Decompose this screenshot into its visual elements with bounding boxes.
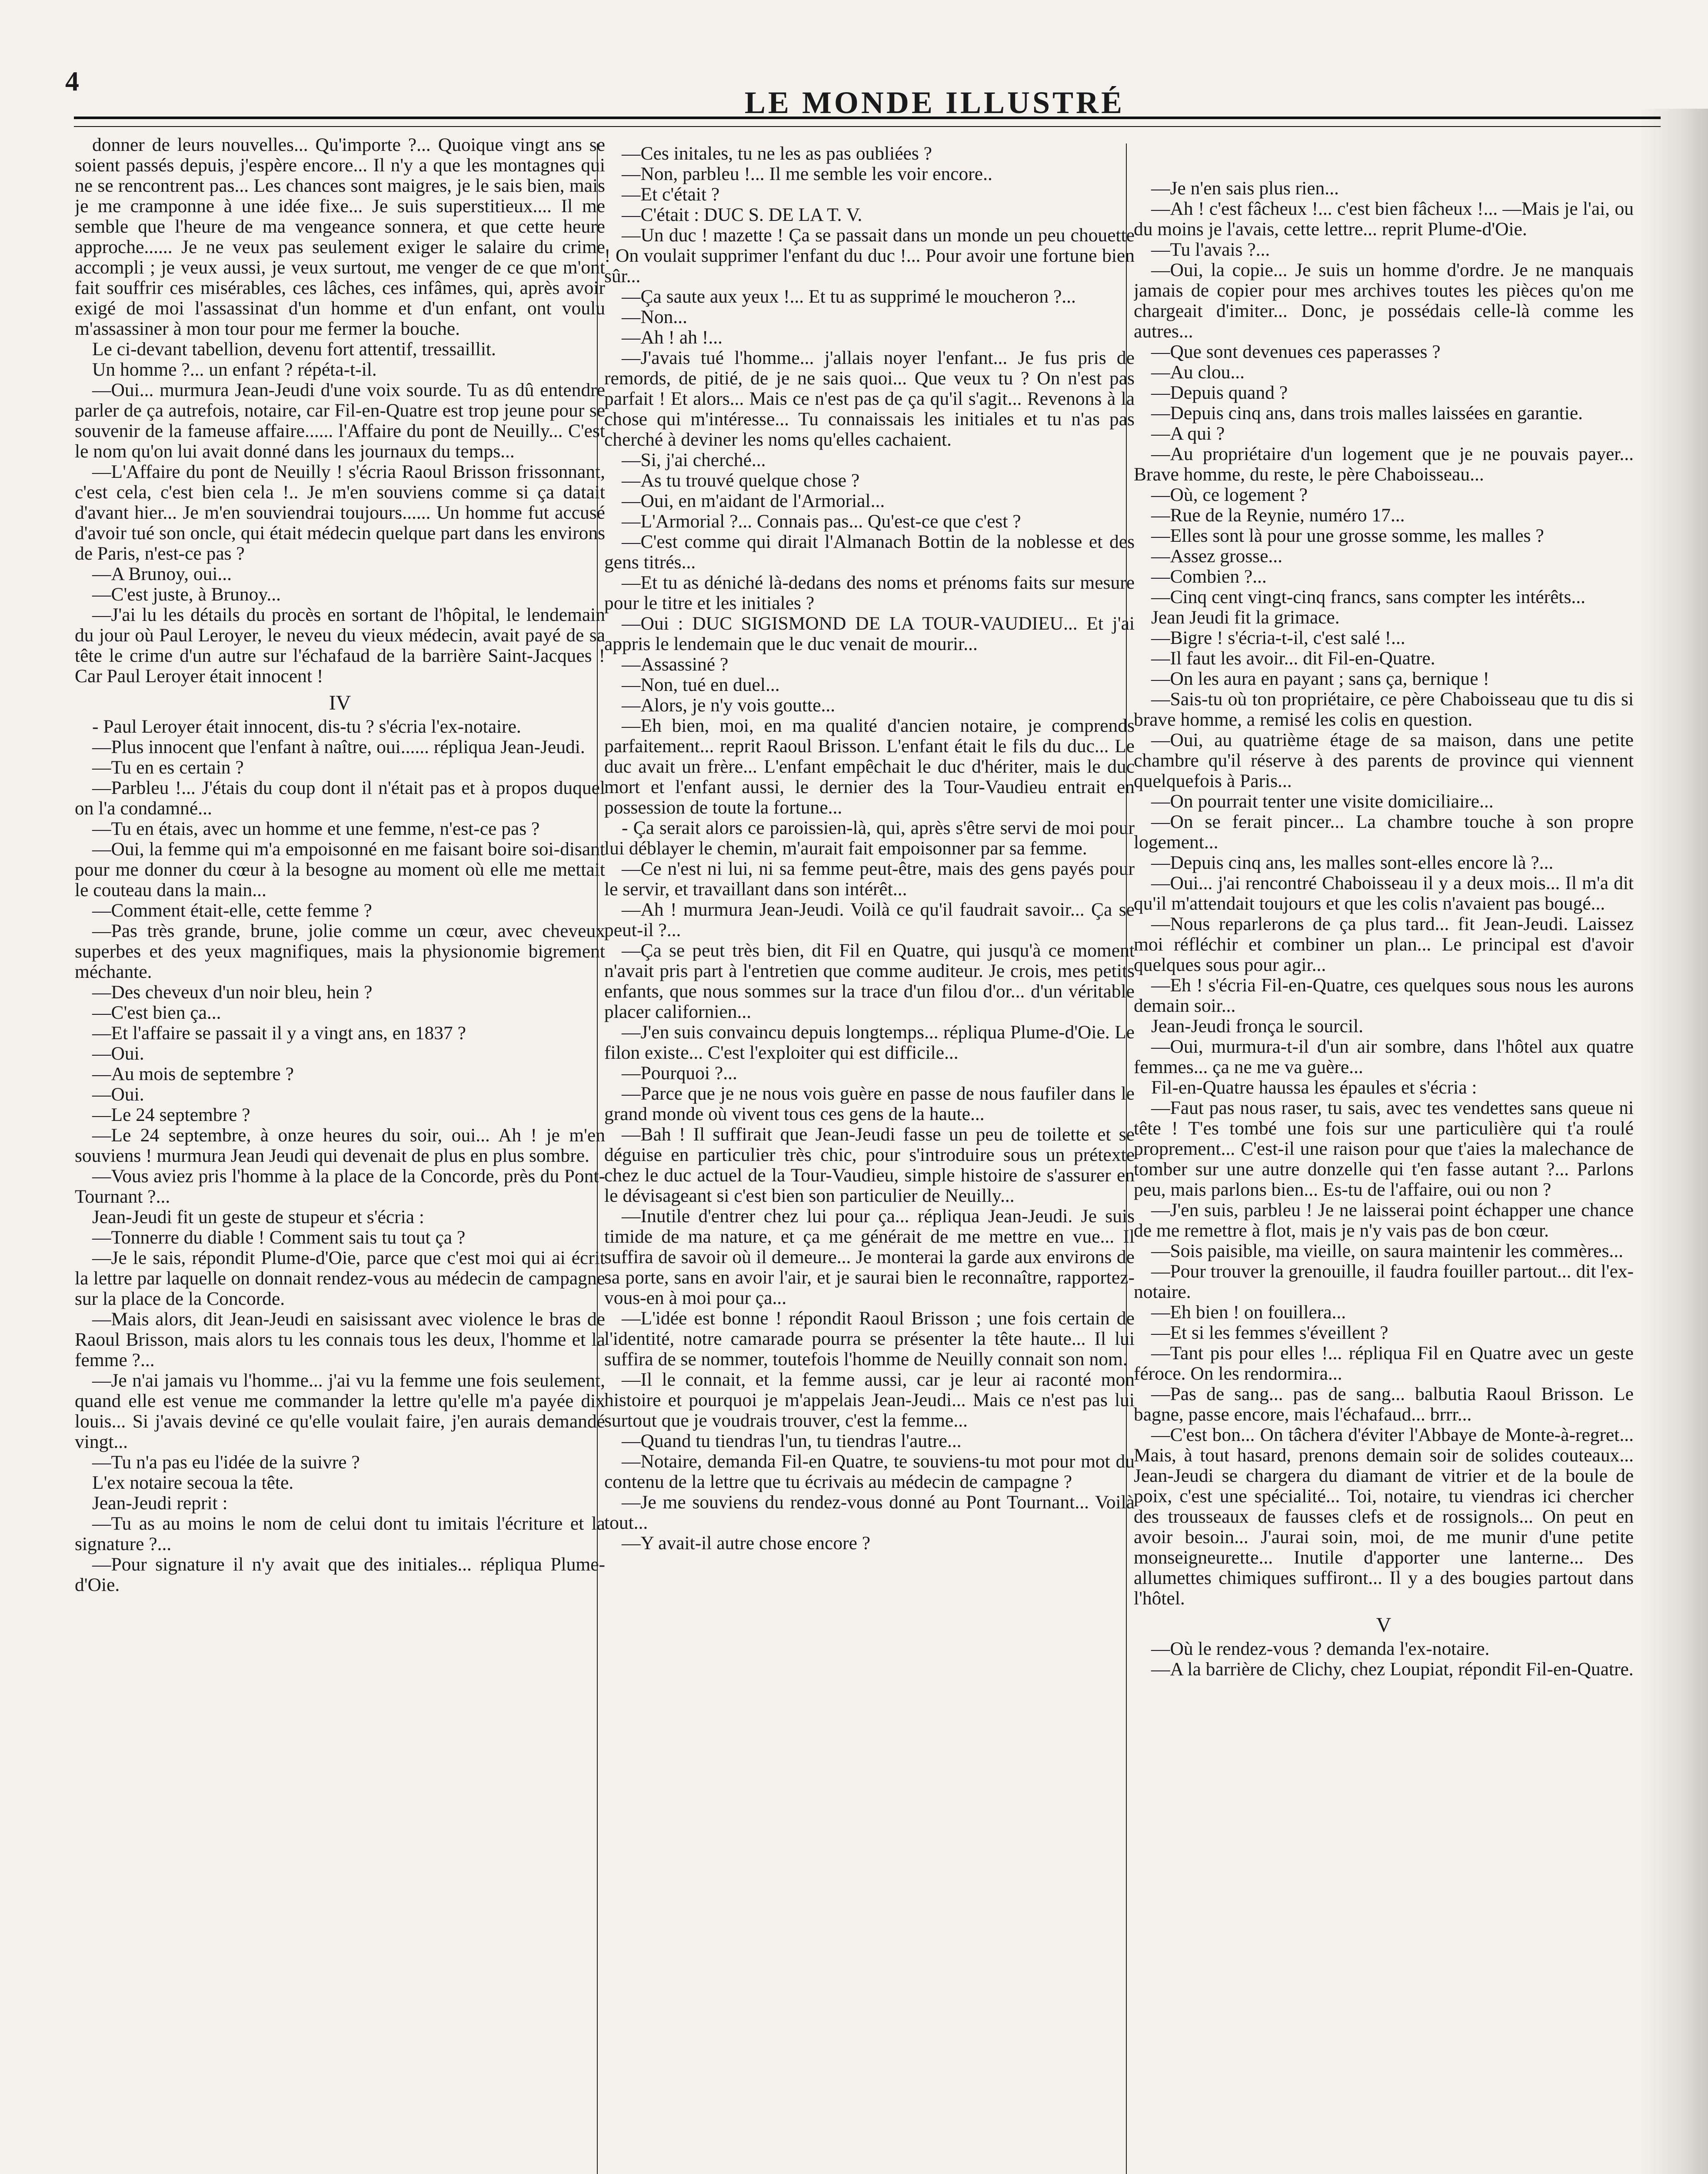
scan-shadow-edge bbox=[1638, 109, 1708, 2174]
paragraph: —Assez grosse... bbox=[1151, 546, 1283, 567]
paragraph: —L'Armorial ?... Connais pas... Qu'est-ce que c'est ? bbox=[622, 511, 1021, 532]
paragraph: —Ah ! c'est fâcheux !... c'est bien fâcheux !... —Mais je l'ai, ou du moins je l'avais, cette lettre... reprit Plume-d'Oie. bbox=[1134, 198, 1634, 240]
paragraph: Fil-en-Quatre haussa les épaules et s'écria : bbox=[1151, 1077, 1477, 1098]
paragraph: Un homme ?... un enfant ? répéta-t-il. bbox=[92, 359, 377, 380]
paragraph: - Paul Leroyer était innocent, dis-tu ? s'écria l'ex-notaire. bbox=[92, 716, 521, 737]
paragraph: —L'Affaire du pont de Neuilly ! s'écria Raoul Brisson frissonnant, c'est cela, c'est bien cela !.. Je m'en souviens comme si ça datait d'avant hier... Je m'en souviendrai toujours...... Un homme fut accusé d'avoir tué son oncle, qui était médecin quelque part dans les environs de Paris, n'est-ce pas ? bbox=[75, 461, 605, 564]
paragraph: —Je me souviens du rendez-vous donné au Pont Tournant... Voilà tout... bbox=[604, 1492, 1135, 1533]
paragraph: —Eh bien, moi, en ma qualité d'ancien notaire, je comprends parfaitement... reprit Raoul Brisson. L'enfant était le fils du duc... Le duc avait un frère... L'enfant empêchait le duc d'hériter, mais le duc mort et l'enfant aussi, le dernier des la Tour-Vaudieu entrait en possession de toute la fortune... bbox=[604, 715, 1135, 818]
paragraph: —Assassiné ? bbox=[622, 654, 729, 675]
paragraph: —Ça se peut très bien, dit Fil en Quatre, qui jusqu'à ce moment n'avait pris part à l'entretien que comme auditeur. Je crois, mes petits enfants, que nous sommes sur la trace d'un filou d'or... d'un véritable placer californien... bbox=[604, 940, 1135, 1022]
paragraph: —Au clou... bbox=[1151, 362, 1245, 383]
paragraph: —Tu en es certain ? bbox=[92, 757, 244, 778]
paragraph: —Des cheveux d'un noir bleu, hein ? bbox=[92, 982, 373, 1003]
paragraph: - Ça serait alors ce paroissien-là, qui, après s'être servi de moi pour lui déblayer le chemin, m'aurait fait empoisonner par sa femme. bbox=[604, 817, 1135, 859]
paragraph: —A la barrière de Clichy, chez Loupiat, répondit Fil-en-Quatre. bbox=[1151, 1659, 1634, 1680]
paragraph: —Alors, je n'y vois goutte... bbox=[622, 695, 836, 716]
paragraph: L'ex notaire secoua la tête. bbox=[92, 1472, 294, 1493]
paragraph: —J'en suis convaincu depuis longtemps... répliqua Plume-d'Oie. Le filon existe... C'est l'exploiter qui est difficile... bbox=[604, 1022, 1135, 1063]
paragraph: —C'est bien ça... bbox=[92, 1002, 221, 1023]
paragraph: —Bigre ! s'écria-t-il, c'est salé !... bbox=[1151, 627, 1405, 648]
paragraph: —Depuis quand ? bbox=[1151, 382, 1288, 403]
paragraph: —Oui, la femme qui m'a empoisonné en me faisant boire soi-disant pour me donner du cœur à la besogne au moment où elle me mettait le couteau dans la main... bbox=[75, 839, 605, 900]
paragraph: —Pourquoi ?... bbox=[622, 1063, 737, 1084]
paragraph: —Plus innocent que l'enfant à naître, oui...... répliqua Jean-Jeudi. bbox=[92, 737, 585, 757]
paragraph: —C'est comme qui dirait l'Almanach Bottin de la noblesse et des gens titrés... bbox=[604, 531, 1135, 573]
paragraph: —Au propriétaire d'un logement que je ne pouvais payer... Brave homme, du reste, le père Chaboisseau... bbox=[1134, 443, 1634, 485]
section-heading: V bbox=[1376, 1614, 1392, 1637]
paragraph: —Tonnerre du diable ! Comment sais tu tout ça ? bbox=[92, 1227, 466, 1248]
paragraph: —Il faut les avoir... dit Fil-en-Quatre. bbox=[1151, 648, 1435, 669]
paragraph: —Où le rendez-vous ? demanda l'ex-notaire. bbox=[1151, 1638, 1490, 1659]
paragraph: —Le 24 septembre ? bbox=[92, 1104, 250, 1125]
paragraph: —On se ferait pincer... La chambre touche à son propre logement... bbox=[1134, 811, 1634, 853]
paragraph: —A qui ? bbox=[1151, 423, 1225, 444]
text-column-3 bbox=[1134, 178, 1634, 2174]
paragraph: —Ah ! ah !... bbox=[622, 327, 722, 348]
paragraph: —Depuis cinq ans, dans trois malles laissées en garantie. bbox=[1151, 403, 1583, 423]
paragraph: —Y avait-il autre chose encore ? bbox=[622, 1533, 871, 1554]
paragraph: —Rue de la Reynie, numéro 17... bbox=[1151, 505, 1405, 526]
paragraph: —C'est bon... On tâchera d'éviter l'Abbaye de Monte-à-regret... Mais, à tout hasard, prenons demain soir de solides couteaux... Jean-Jeudi se chargera du diamant de vitrier et de la boule de poix, c'est une spécialité... Toi, notaire, tu viendras ici chercher des trousseaux de fausses clefs et de rossignols... On peut en avoir besoin... J'aurai soin, moi, de me munir d'une petite monseigneurette... Inutile d'apporter une lanterne... Des allumettes chimiques suffiront... Il y a des bougies partout dans l'hôtel. bbox=[1134, 1424, 1634, 1609]
paragraph: —Ce n'est ni lui, ni sa femme peut-être, mais des gens payés pour le servir, et travaillant dans son intérêt... bbox=[604, 858, 1135, 900]
paragraph: —Eh ! s'écria Fil-en-Quatre, ces quelques sous nous les aurons demain soir... bbox=[1134, 975, 1634, 1016]
paragraph: —Non... bbox=[622, 307, 688, 327]
paragraph: —Et si les femmes s'éveillent ? bbox=[1151, 1322, 1388, 1343]
paragraph: —On pourrait tenter une visite domiciliaire... bbox=[1151, 791, 1494, 812]
paragraph: —Non, tué en duel... bbox=[622, 674, 780, 695]
paragraph: —Ces initales, tu ne les as pas oubliées ? bbox=[622, 143, 932, 164]
paragraph: —Faut pas nous raser, tu sais, avec tes vendettes sans queue ni tête ! T'es tombé une fois sur une particulière qui t'a roulé proprement... C'est-il une raison pour que t'aies la malechance de tomber sur une autre donzelle qui t'en fasse autant ?... Parlons peu, mais parlons bien... Es-tu de l'affaire, oui ou non ? bbox=[1134, 1097, 1634, 1200]
paragraph: —Eh bien ! on fouillera... bbox=[1151, 1302, 1346, 1323]
paragraph: —Pas de sang... pas de sang... balbutia Raoul Brisson. Le bagne, passe encore, mais l'échafaud... brrr... bbox=[1134, 1384, 1634, 1425]
paragraph: —Cinq cent vingt-cinq francs, sans compter les intérêts... bbox=[1151, 587, 1586, 607]
section-heading: IV bbox=[329, 691, 351, 714]
header-rule-thin bbox=[74, 126, 1661, 127]
paragraph: —Pour signature il n'y avait que des initiales... répliqua Plume-d'Oie. bbox=[75, 1554, 605, 1595]
paragraph: —Oui : DUC SIGISMOND DE LA TOUR-VAUDIEU... Et j'ai appris le lendemain que le duc venait de mourir... bbox=[604, 613, 1135, 654]
paragraph: —J'en suis, parbleu ! Je ne laisserai point échapper une chance de me remettre à flot, mais je n'y vais pas de bon cœur. bbox=[1134, 1200, 1634, 1241]
paragraph: —Je n'ai jamais vu l'homme... j'ai vu la femme une fois seulement, quand elle est venue me commander la lettre qu'elle m'a payée dix louis... Si j'avais deviné ce qu'elle voulait faire, j'en aurais demandé vingt... bbox=[75, 1370, 605, 1452]
masthead-title: LE MONDE ILLUSTRÉ bbox=[744, 85, 1125, 120]
paragraph: —L'idée est bonne ! répondit Raoul Brisson ; une fois certain de l'identité, notre camarade pourra se présenter la tête haute... Il lui suffira de se nommer, toutefois l'homme de Neuilly connait son nom. bbox=[604, 1308, 1135, 1370]
paragraph: —Si, j'ai cherché... bbox=[622, 450, 766, 470]
paragraph: —Je n'en sais plus rien... bbox=[1151, 178, 1339, 199]
paragraph: —Oui, murmura-t-il d'un air sombre, dans l'hôtel aux quatre femmes... ça ne me va guère... bbox=[1134, 1036, 1634, 1077]
paragraph: —Il le connait, et la femme aussi, car je leur ai raconté mon histoire et pourquoi je m'appelais Jean-Jeudi... Mais ce n'est pas lui surtout que je voudrais trouver, c'est la femme... bbox=[604, 1369, 1135, 1431]
paragraph: —Combien ?... bbox=[1151, 566, 1267, 587]
paragraph: —Mais alors, dit Jean-Jeudi en saisissant avec violence le bras de Raoul Brisson, mais alors tu les connais tous les deux, l'homme et la femme ?... bbox=[75, 1309, 605, 1370]
paragraph: —Non, parbleu !... Il me semble les voir encore.. bbox=[622, 163, 992, 184]
column-divider bbox=[597, 143, 598, 2174]
paragraph: Le ci-devant tabellion, devenu fort attentif, tressaillit. bbox=[92, 339, 496, 360]
page-number: 4 bbox=[65, 66, 79, 97]
paragraph: —Oui... j'ai rencontré Chaboisseau il y a deux mois... Il m'a dit qu'il m'attendait toujours et que les colis n'avaient pas bougé... bbox=[1134, 873, 1634, 914]
paragraph: —Comment était-elle, cette femme ? bbox=[92, 900, 372, 921]
paragraph: —Au mois de septembre ? bbox=[92, 1064, 294, 1084]
paragraph: —Oui, la copie... Je suis un homme d'ordre. Je ne manquais jamais de copier pour mes archives toutes les pièces qu'on me chargeait d'imiter... Donc, je possédais celle-là comme les autres... bbox=[1134, 260, 1634, 342]
paragraph: —Oui, en m'aidant de l'Armorial... bbox=[622, 490, 885, 511]
paragraph: —Sais-tu où ton propriétaire, ce père Chaboisseau que tu dis si brave homme, a remisé les colis en question. bbox=[1134, 689, 1634, 730]
column-divider bbox=[1126, 143, 1127, 2174]
header-rule-thick bbox=[74, 117, 1661, 119]
paragraph: —Où, ce logement ? bbox=[1151, 484, 1308, 505]
paragraph: Jean-Jeudi fit un geste de stupeur et s'écria : bbox=[92, 1207, 424, 1227]
paragraph: —J'avais tué l'homme... j'allais noyer l'enfant... Je fus pris de remords, de pitié, de je ne sais quoi... Que veux tu ? On n'est pas parfait ! Et alors... Mais ce n'est pas de ça qu'il s'agit... Revenons à la chose qui m'intéresse... Tu connaissais les initiales et tu n'as pas cherché à deviner les noms qu'elles cachaient. bbox=[604, 347, 1135, 450]
paragraph: Jean-Jeudi reprit : bbox=[92, 1493, 228, 1514]
paragraph: —Oui. bbox=[92, 1043, 144, 1064]
paragraph: —Pour trouver la grenouille, il faudra fouiller partout... dit l'ex-notaire. bbox=[1134, 1261, 1634, 1302]
paragraph: —Je le sais, répondit Plume-d'Oie, parce que c'est moi qui ai écrit la lettre par laquelle on donnait rendez-vous au médecin de campagne sur la place de la Concorde. bbox=[75, 1247, 605, 1309]
paragraph: —J'ai lu les détails du procès en sortant de l'hôpital, le lendemain du jour où Paul Leroyer, le neveu du vieux médecin, avait payé de sa tête le crime d'un autre sur l'échafaud de la barrière Saint-Jacques ! Car Paul Leroyer était innocent ! bbox=[75, 604, 605, 687]
paragraph: —Bah ! Il suffirait que Jean-Jeudi fasse un peu de toilette et se déguise en particulier très chic, pour s'introduire sous un prétexte chez le duc actuel de la Tour-Vaudieu, simple histoire de s'assurer en le dévisageant si c'est bien son particulier de Neuilly... bbox=[604, 1124, 1135, 1206]
paragraph: —Et c'était ? bbox=[622, 184, 720, 205]
paragraph: —Et l'affaire se passait il y a vingt ans, en 1837 ? bbox=[92, 1023, 466, 1044]
paragraph: —C'était : DUC S. DE LA T. V. bbox=[622, 204, 862, 225]
paragraph: donner de leurs nouvelles... Qu'importe ?... Quoique vingt ans se soient passés depuis, j'espère encore... Il n'y a que les montagnes qui ne se rencontrent pas... Les chances sont maigres, je le sais bien, mais je me cramponne à une idée fixe... Je suis superstitieux.... Il me semble que l'heure de ma vengeance sonnera, et que cette heure approche...... Je ne veux pas seulement exiger le salaire du crime accompli ; je veux aussi, je veux surtout, me venger de ce que m'ont fait souffrir ces misérables, ces lâches, ces infâmes, qui, après avoir exigé de moi l'assassinat d'un homme et d'un enfant, ont voulu m'assassiner à mon tour pour me fermer la bouche. bbox=[75, 135, 605, 339]
text-column-1 bbox=[75, 135, 605, 2174]
paragraph: —Quand tu tiendras l'un, tu tiendras l'autre... bbox=[622, 1430, 962, 1451]
paragraph: —Et tu as déniché là-dedans des noms et prénoms faits sur mesure pour le titre et les initiales ? bbox=[604, 572, 1135, 614]
text-column-2 bbox=[604, 143, 1135, 2174]
paragraph: —Sois paisible, ma vieille, on saura maintenir les commères... bbox=[1151, 1240, 1624, 1261]
paragraph: —Oui... murmura Jean-Jeudi d'une voix sourde. Tu as dû entendre parler de ça autrefois, notaire, car Fil-en-Quatre est trop jeune pour se souvenir de la fameuse affaire...... l'Affaire du pont de Neuilly... C'est le nom qu'on lui avait donné dans les journaux du temps... bbox=[75, 380, 605, 462]
paragraph: —Tu as au moins le nom de celui dont tu imitais l'écriture et la signature ?... bbox=[75, 1513, 605, 1554]
paragraph: —C'est juste, à Brunoy... bbox=[92, 584, 281, 605]
paragraph: —Que sont devenues ces paperasses ? bbox=[1151, 341, 1441, 362]
paragraph: —Nous reparlerons de ça plus tard... fit Jean-Jeudi. Laissez moi réfléchir et combiner un plan... Le principal est d'avoir quelques sous pour agir... bbox=[1134, 914, 1634, 975]
paragraph: —Pas très grande, brune, jolie comme un cœur, avec cheveux superbes et des yeux magnifiques, mais la physionomie bigrement méchante. bbox=[75, 920, 605, 982]
paragraph: —Oui. bbox=[92, 1084, 144, 1105]
paragraph: —Ah ! murmura Jean-Jeudi. Voilà ce qu'il faudrait savoir... Ça se peut-il ?... bbox=[604, 899, 1135, 940]
paragraph: —Ça saute aux yeux !... Et tu as supprimé le moucheron ?... bbox=[622, 286, 1076, 307]
paragraph: —A Brunoy, oui... bbox=[92, 564, 232, 584]
paragraph: —On les aura en payant ; sans ça, bernique ! bbox=[1151, 668, 1489, 689]
paragraph: —Le 24 septembre, à onze heures du soir, oui... Ah ! je m'en souviens ! murmura Jean Jeudi qui devenait de plus en plus sombre. bbox=[75, 1125, 605, 1166]
paragraph: Jean-Jeudi fronça le sourcil. bbox=[1151, 1016, 1363, 1037]
paragraph: —Tant pis pour elles !... répliqua Fil en Quatre avec un geste féroce. On les rendormira... bbox=[1134, 1343, 1634, 1384]
paragraph: —Tu l'avais ?... bbox=[1151, 239, 1270, 260]
paragraph: —As tu trouvé quelque chose ? bbox=[622, 470, 860, 491]
paragraph: —Parce que je ne nous vois guère en passe de nous faufiler dans le grand monde où vivent tous ces gens de la haute... bbox=[604, 1083, 1135, 1124]
paragraph: —Tu n'a pas eu l'idée de la suivre ? bbox=[92, 1452, 360, 1473]
paragraph: —Elles sont là pour une grosse somme, les malles ? bbox=[1151, 525, 1544, 546]
paragraph: —Oui, au quatrième étage de sa maison, dans une petite chambre qu'il réserve à des parents de province qui viennent quelquefois à Paris... bbox=[1134, 730, 1634, 791]
paragraph: —Notaire, demanda Fil-en Quatre, te souviens-tu mot pour mot du contenu de la lettre que tu écrivais au médecin de campagne ? bbox=[604, 1451, 1135, 1492]
paragraph: —Un duc ! mazette ! Ça se passait dans un monde un peu chouette ! On voulait supprimer l'enfant du duc !... Pour avoir une fortune bien sûr... bbox=[604, 225, 1135, 287]
paragraph: —Inutile d'entrer chez lui pour ça... répliqua Jean-Jeudi. Je suis timide de ma nature, et ça me générait de me mettre en vue... Il suffira de savoir où il demeure... Je monterai la garde aux environs de sa porte, sans en avoir l'air, et je saurai bien le reconnaître, rapportez-vous-en à moi pour ça... bbox=[604, 1206, 1135, 1308]
paragraph: Jean Jeudi fit la grimace. bbox=[1151, 607, 1340, 628]
paragraph: —Depuis cinq ans, les malles sont-elles encore là ?... bbox=[1151, 852, 1554, 873]
paragraph: —Vous aviez pris l'homme à la place de la Concorde, près du Pont-Tournant ?... bbox=[75, 1166, 605, 1207]
paragraph: —Tu en étais, avec un homme et une femme, n'est-ce pas ? bbox=[92, 818, 540, 839]
paragraph: —Parbleu !... J'étais du coup dont il n'était pas et à propos duquel on l'a condamné... bbox=[75, 777, 605, 819]
